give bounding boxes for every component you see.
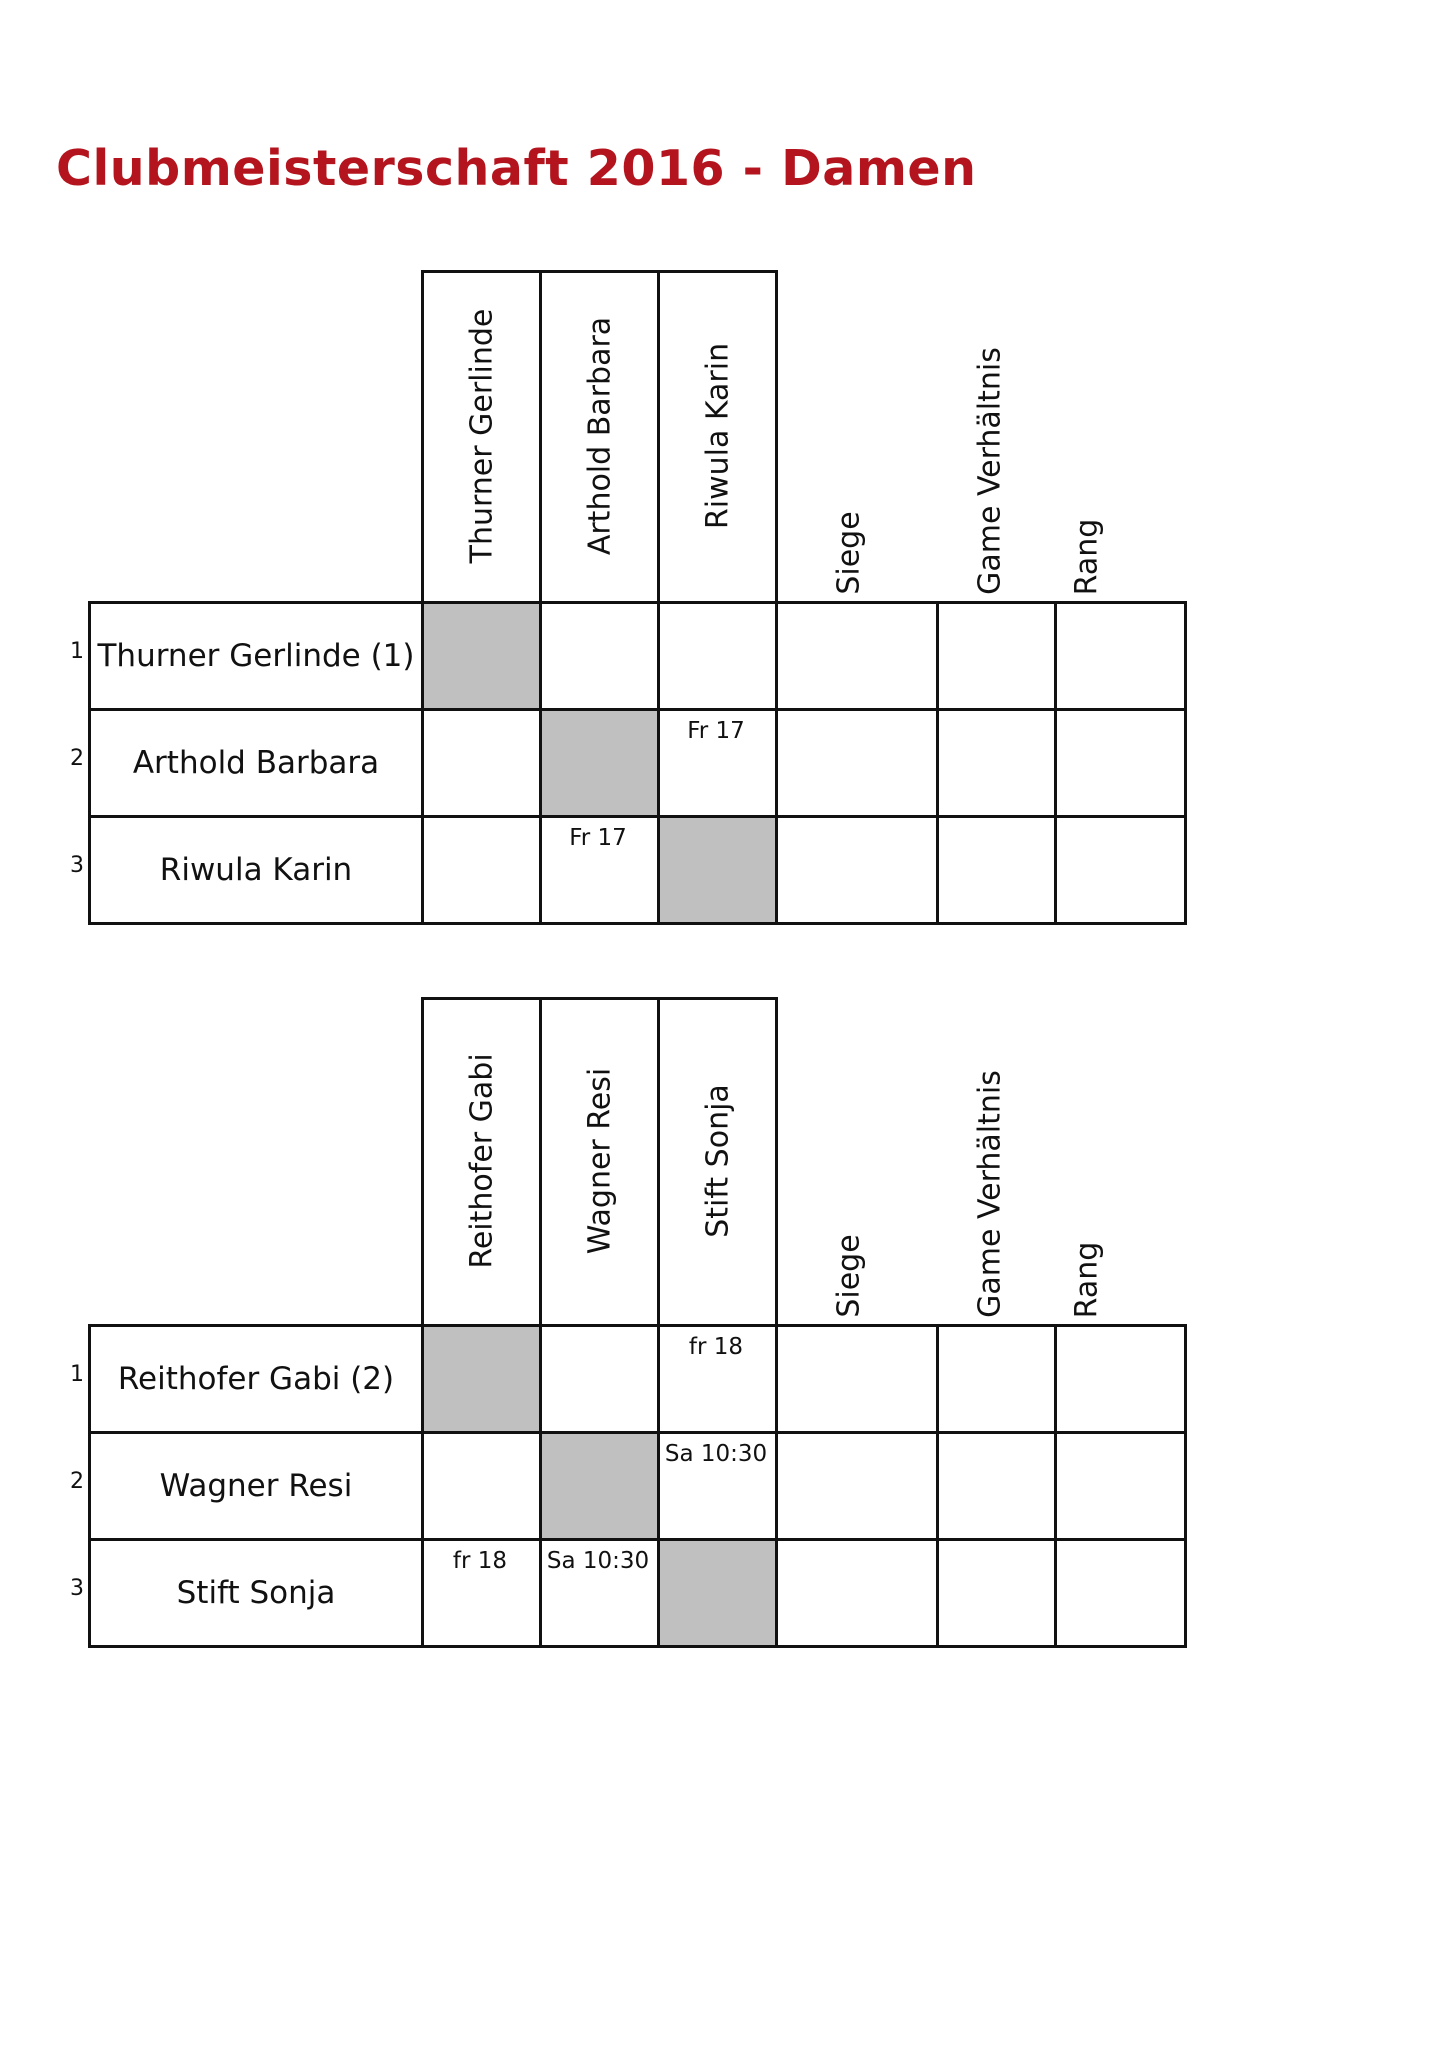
row-number: 1 <box>70 639 84 664</box>
stat-column-header: Rang <box>1069 1241 1105 1318</box>
column-header: Thurner Gerlinde <box>464 308 500 563</box>
stat-column-header: Game Verhältnis <box>972 1070 1008 1318</box>
row-number: 3 <box>70 853 84 878</box>
player-name: Thurner Gerlinde (1) <box>97 638 415 674</box>
match-date: fr 18 <box>452 1548 508 1574</box>
player-name: Stift Sonja <box>176 1575 336 1611</box>
column-header: Riwula Karin <box>700 342 736 529</box>
player-name: Riwula Karin <box>159 852 353 888</box>
header-top-line <box>421 997 778 1000</box>
stat-column-header: Game Verhältnis <box>972 347 1008 595</box>
diagonal-cell <box>539 708 657 815</box>
column-header: Reithofer Gabi <box>464 1052 500 1269</box>
diagonal-cell <box>539 1431 657 1538</box>
column-header: Wagner Resi <box>582 1067 618 1254</box>
row-number: 1 <box>70 1362 84 1387</box>
stat-column-header: Rang <box>1069 518 1105 595</box>
player-name: Reithofer Gabi (2) <box>117 1361 395 1397</box>
diagonal-cell <box>657 815 775 922</box>
match-date: fr 18 <box>688 1334 744 1360</box>
match-date: Sa 10:30 <box>664 1441 768 1467</box>
grid-col-line <box>936 1324 939 1648</box>
stat-column-header: Siege <box>831 1234 866 1318</box>
grid-row-line <box>88 922 1187 925</box>
match-date: Fr 17 <box>569 825 627 851</box>
diagonal-cell <box>421 1324 539 1431</box>
row-number: 2 <box>70 746 84 771</box>
match-date: Sa 10:30 <box>546 1548 650 1574</box>
grid-col-line <box>775 997 778 1648</box>
row-number: 3 <box>70 1576 84 1601</box>
player-name: Wagner Resi <box>159 1468 353 1504</box>
match-date: Fr 17 <box>687 718 745 744</box>
grid-col-line <box>1184 1324 1187 1648</box>
column-header: Arthold Barbara <box>582 316 618 555</box>
grid-col-line <box>657 997 660 1648</box>
grid-col-line <box>1054 1324 1057 1648</box>
grid-row-line <box>88 1645 1187 1648</box>
page-title: Clubmeisterschaft 2016 - Damen <box>56 140 977 197</box>
column-header: Stift Sonja <box>700 1083 736 1238</box>
row-number: 2 <box>70 1469 84 1494</box>
player-name: Arthold Barbara <box>132 745 380 781</box>
diagonal-cell <box>657 1538 775 1645</box>
stat-column-header: Siege <box>831 511 866 595</box>
